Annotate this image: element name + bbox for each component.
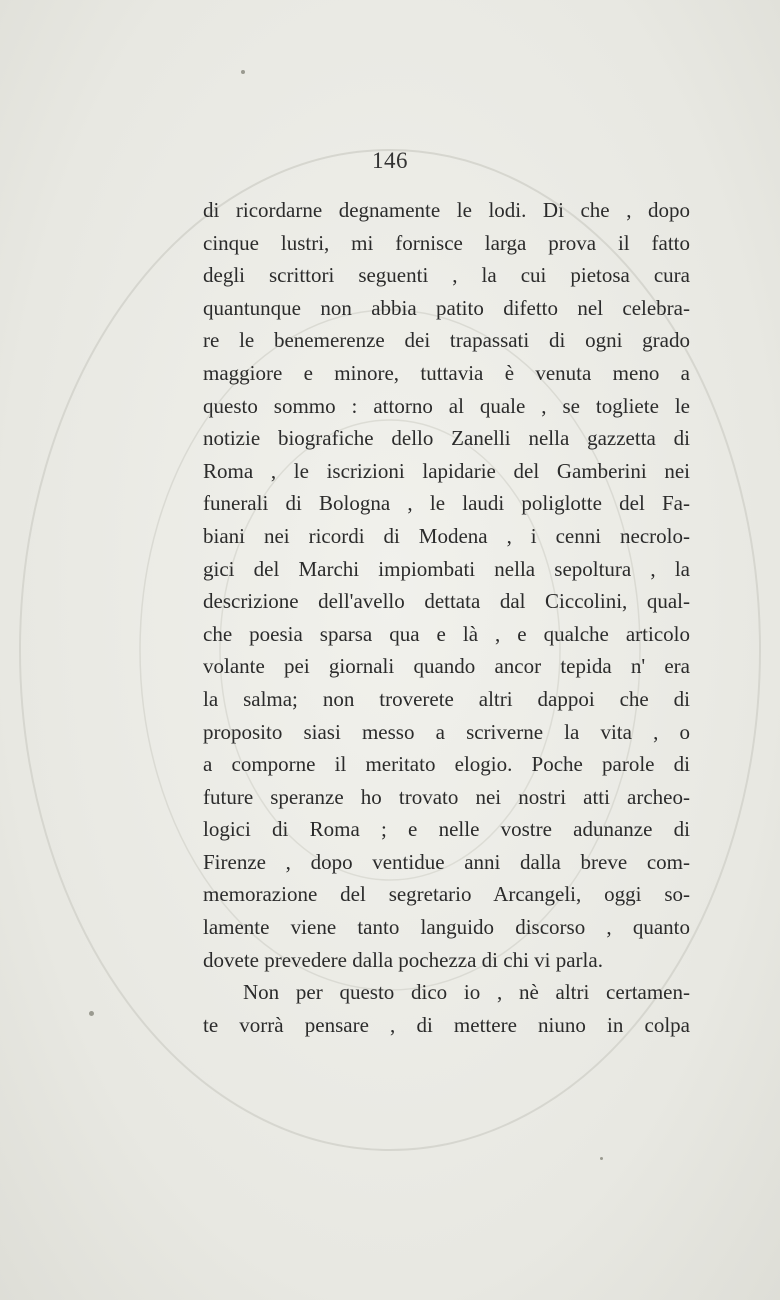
text-line: memorazione del segretario Arcangeli, oggi so- bbox=[203, 882, 690, 907]
text-line: che poesia sparsa qua e là , e qualche articolo bbox=[203, 621, 690, 646]
text-line: proposito siasi messo a scriverne la vita , o bbox=[203, 719, 690, 744]
text-line: lamente viene tanto languido discorso , quanto bbox=[203, 915, 690, 940]
body-text bbox=[203, 194, 690, 1041]
text-line: logici di Roma ; e nelle vostre adunanze di bbox=[203, 817, 690, 842]
text-line: future speranze ho trovato nei nostri atti archeo- bbox=[203, 784, 690, 809]
paragraph-end-line: dovete prevedere dalla pochezza di chi vi parla. bbox=[203, 947, 603, 972]
text-line: cinque lustri, mi fornisce larga prova il fatto bbox=[203, 230, 690, 255]
text-line: gici del Marchi impiombati nella sepoltura , la bbox=[203, 556, 690, 581]
paragraph-start-line: Non per questo dico io , nè altri certamen- bbox=[243, 980, 690, 1005]
text-line: descrizione dell'avello dettata dal Ciccolini, qual- bbox=[203, 589, 690, 614]
text-line: degli scrittori seguenti , la cui pietosa cura bbox=[203, 263, 690, 288]
text-line: biani nei ricordi di Modena , i cenni necrolo- bbox=[203, 523, 690, 548]
text-line: funerali di Bologna , le laudi poliglotte del Fa- bbox=[203, 491, 690, 516]
paper-speck bbox=[241, 70, 245, 74]
text-line: la salma; non troverete altri dappoi che di bbox=[203, 686, 690, 711]
paper-speck bbox=[600, 1157, 603, 1160]
text-line: a comporne il meritato elogio. Poche parole di bbox=[203, 752, 690, 777]
text-line: questo sommo : attorno al quale , se togliete le bbox=[203, 393, 690, 418]
paper-speck bbox=[89, 1011, 94, 1016]
text-line: maggiore e minore, tuttavia è venuta meno a bbox=[203, 360, 690, 385]
page-number: 146 bbox=[372, 148, 408, 173]
text-line: re le benemerenze dei trapassati di ogni grado bbox=[203, 328, 690, 353]
text-line: di ricordarne degnamente le lodi. Di che , dopo bbox=[203, 198, 690, 222]
text-line: notizie biografiche dello Zanelli nella gazzetta di bbox=[203, 426, 690, 451]
text-line: Roma , le iscrizioni lapidarie del Gamberini nei bbox=[203, 458, 690, 483]
text-line: volante pei giornali quando ancor tepida n' era bbox=[203, 654, 690, 679]
text-line: Firenze , dopo ventidue anni dalla breve com- bbox=[203, 849, 690, 874]
text-line: te vorrà pensare , di mettere niuno in colpa bbox=[203, 1012, 690, 1037]
text-line: quantunque non abbia patito difetto nel celebra- bbox=[203, 295, 690, 320]
